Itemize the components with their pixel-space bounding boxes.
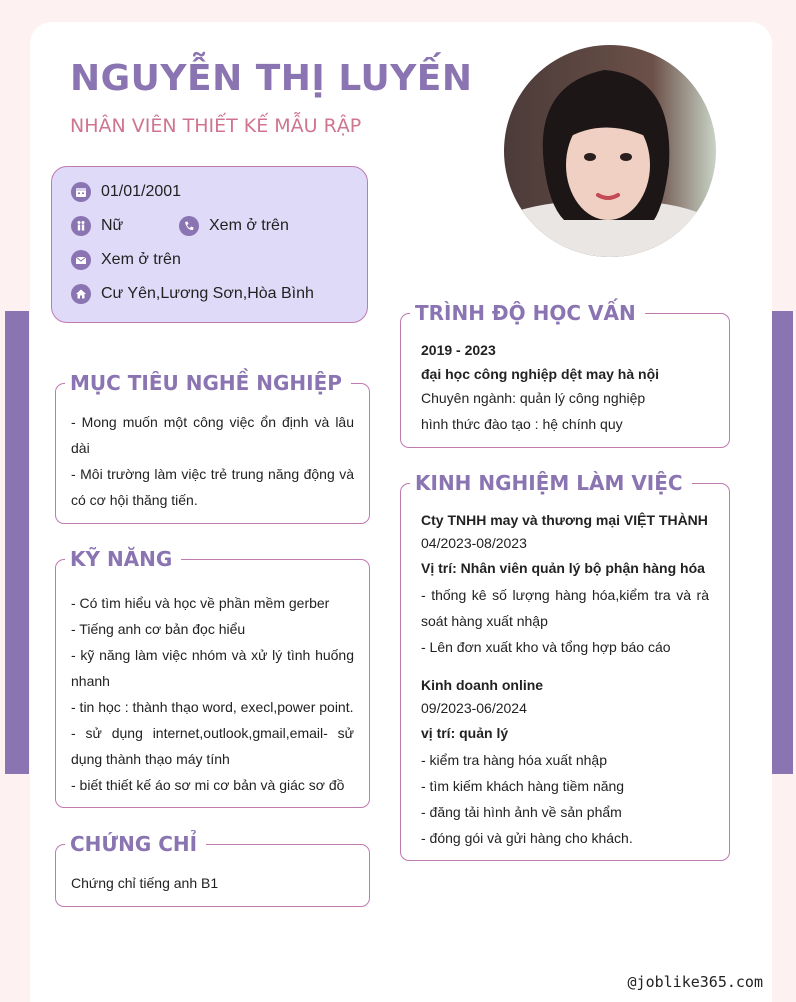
certificates-title: CHỨNG CHỈ <box>65 832 206 856</box>
job-period: 04/2023-08/2023 <box>421 535 527 551</box>
job-position: vị trí: quản lý <box>421 725 509 741</box>
job-period: 09/2023-06/2024 <box>421 700 527 716</box>
career-goal-item: - Môi trường làm việc trẻ trung năng động và có cơ hội thăng tiến. <box>71 466 354 508</box>
experience-job-2 <box>421 673 709 851</box>
gender-icon <box>71 216 91 236</box>
job-task: - Lên đơn xuất kho và tổng hợp báo cáo <box>421 639 671 655</box>
email-row <box>71 250 181 270</box>
mail-icon <box>71 250 91 270</box>
skill-item: - sử dụng internet,outlook,gmail,email- sử dụng thành thạo máy tính <box>71 725 354 767</box>
calendar-icon <box>71 182 91 202</box>
experience-job-1 <box>421 508 709 660</box>
email-text: Xem ở trên <box>101 251 181 268</box>
education-title: TRÌNH ĐỘ HỌC VẤN <box>410 301 645 325</box>
career-goal-title: MỤC TIÊU NGHỀ NGHIỆP <box>65 371 351 395</box>
career-goal-body <box>71 409 354 513</box>
birthday-text: 01/01/2001 <box>101 183 182 200</box>
gender-row <box>71 216 123 236</box>
experience-title: KINH NGHIỆM LÀM VIỆC <box>410 471 692 495</box>
candidate-name: NGUYỄN THỊ LUYẾN <box>70 58 473 99</box>
right-side-band <box>769 311 793 774</box>
education-major: Chuyên ngành: quản lý công nghiệp <box>421 390 646 406</box>
left-side-band <box>5 311 29 774</box>
education-period: 2019 - 2023 <box>421 342 496 358</box>
job-task: - tìm kiếm khách hàng tiềm năng <box>421 778 625 794</box>
skill-item: - biết thiết kế áo sơ mi cơ bản và giác sơ đồ <box>71 777 345 793</box>
skill-item: - Có tìm hiểu và học về phần mềm gerber <box>71 595 330 611</box>
skills-body <box>71 590 354 798</box>
phone-text: Xem ở trên <box>209 217 289 234</box>
job-task: - thống kê số lượng hàng hóa,kiểm tra và rà soát hàng xuất nhập <box>421 587 709 629</box>
address-text: Cư Yên,Lương Sơn,Hòa Bình <box>101 285 314 302</box>
job-task: - đóng gói và gửi hàng cho khách. <box>421 830 633 846</box>
job-company: Cty TNHH may và thương mại VIỆT THÀNH <box>421 512 708 528</box>
skills-title: KỸ NĂNG <box>65 547 181 571</box>
skill-item: - Tiếng anh cơ bản đọc hiểu <box>71 621 246 637</box>
job-task: - đăng tải hình ảnh về sản phẩm <box>421 804 622 820</box>
job-company: Kinh doanh online <box>421 677 544 693</box>
profile-photo <box>504 45 716 257</box>
birthday-row <box>71 182 181 202</box>
home-icon <box>71 284 91 304</box>
career-goal-item: - Mong muốn một công việc ổn định và lâu dài <box>71 414 354 456</box>
phone-icon <box>179 216 199 236</box>
job-title: NHÂN VIÊN THIẾT KẾ MẪU RẬP <box>70 115 362 137</box>
education-school: đại học công nghiệp dệt may hà nội <box>421 366 660 382</box>
education-body <box>421 338 711 436</box>
certificate-item: Chứng chỉ tiếng anh B1 <box>71 875 219 891</box>
skill-item: - tin học : thành thạo word, execl,power point. <box>71 699 354 715</box>
job-task: - kiểm tra hàng hóa xuất nhập <box>421 752 608 768</box>
gender-text: Nữ <box>101 217 124 234</box>
job-position: Vị trí: Nhân viên quản lý bộ phận hàng hóa <box>421 560 705 576</box>
watermark: @joblike365.com <box>627 973 763 991</box>
address-row <box>71 284 314 304</box>
skill-item: - kỹ năng làm việc nhóm và xử lý tình huống nhanh <box>71 647 354 689</box>
phone-row <box>179 216 289 236</box>
certificates-body <box>71 870 354 896</box>
education-mode: hình thức đào tạo : hệ chính quy <box>421 416 623 432</box>
